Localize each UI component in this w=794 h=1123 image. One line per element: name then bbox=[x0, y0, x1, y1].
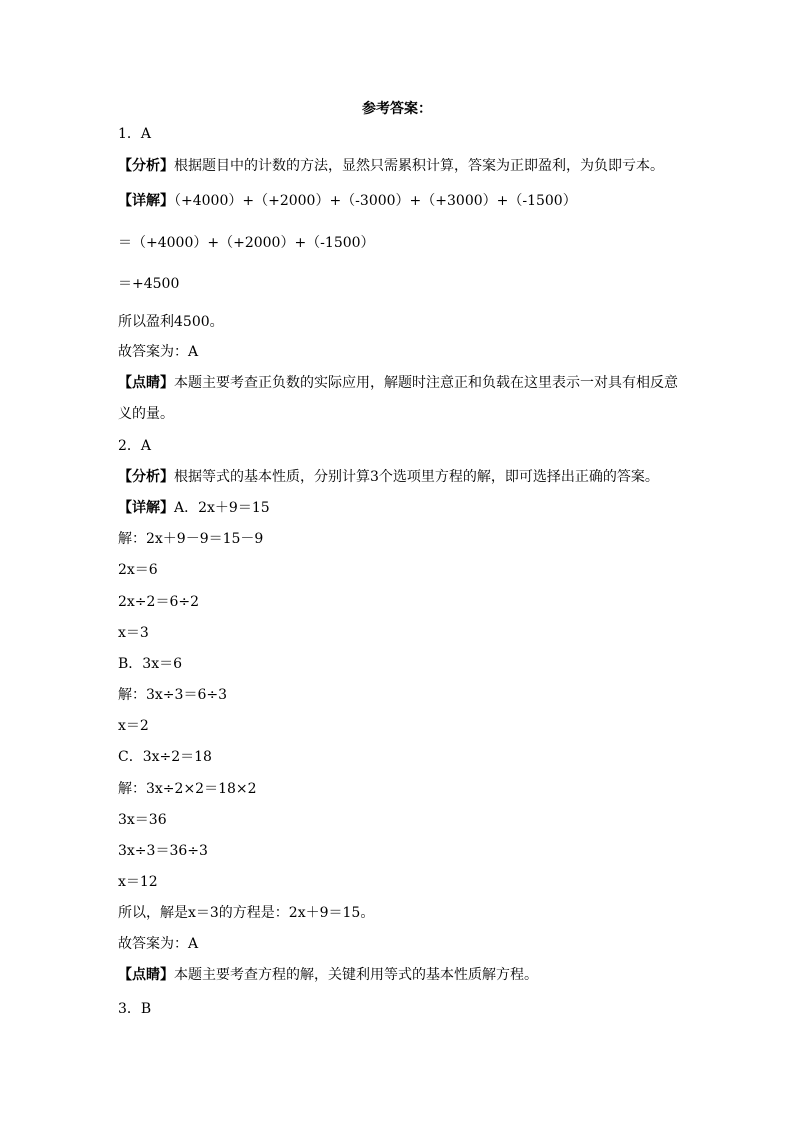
q2-c-step3: 3x÷3＝36÷3 bbox=[118, 843, 208, 859]
detail-text: （+4000）+（+2000）+（-3000）+（+3000）+（-1500） bbox=[174, 193, 577, 209]
q2-detail bbox=[118, 499, 270, 517]
analysis-text: 根据题目中的计数的方法，显然只需累积计算，答案为正即盈利，为负即亏本。 bbox=[174, 158, 664, 174]
q1-conclusion: 所以盈利4500。 bbox=[118, 314, 224, 330]
detail-tag: 【详解】 bbox=[118, 193, 174, 209]
q1-comment bbox=[118, 374, 678, 392]
q1-comment-cont: 义的量。 bbox=[118, 406, 174, 422]
q2-number: 2．A bbox=[118, 438, 152, 454]
comment-tag: 【点睛】 bbox=[118, 967, 174, 983]
q2-conclusion: 所以，解是x＝3的方程是：2x＋9＝15。 bbox=[118, 905, 375, 921]
analysis-text: 根据等式的基本性质，分别计算3个选项里方程的解，即可选择出正确的答案。 bbox=[174, 469, 659, 485]
detail-text: A．2x＋9＝15 bbox=[174, 500, 270, 516]
q2-a-step3: 2x÷2＝6÷2 bbox=[118, 594, 199, 610]
q2-answer: 故答案为：A bbox=[118, 936, 199, 952]
q1-answer: 故答案为：A bbox=[118, 344, 199, 360]
q2-comment bbox=[118, 966, 538, 984]
analysis-tag: 【分析】 bbox=[118, 158, 174, 174]
q2-b-step1: 解：3x÷3＝6÷3 bbox=[118, 687, 227, 703]
q2-b-step2: x＝2 bbox=[118, 718, 149, 734]
detail-tag: 【详解】 bbox=[118, 500, 174, 516]
q1-analysis bbox=[118, 157, 664, 175]
q2-a-step2: 2x＝6 bbox=[118, 562, 158, 578]
q2-analysis bbox=[118, 468, 659, 486]
q2-c-step4: x＝12 bbox=[118, 874, 158, 890]
q2-c-option: C．3x÷2＝18 bbox=[118, 749, 212, 765]
analysis-tag: 【分析】 bbox=[118, 469, 174, 485]
q1-number: 1．A bbox=[118, 126, 152, 142]
comment-text: 本题主要考查方程的解，关键利用等式的基本性质解方程。 bbox=[174, 967, 538, 983]
q1-step2: ＝+4500 bbox=[118, 276, 180, 292]
q3-number: 3．B bbox=[118, 1001, 152, 1017]
q2-c-step2: 3x＝36 bbox=[118, 812, 167, 828]
q2-a-step4: x＝3 bbox=[118, 625, 149, 641]
comment-tag: 【点睛】 bbox=[118, 375, 174, 391]
q2-b-option: B．3x＝6 bbox=[118, 656, 182, 672]
page-title: 参考答案： bbox=[362, 101, 432, 117]
comment-text: 本题主要考查正负数的实际应用，解题时注意正和负载在这里表示一对具有相反意 bbox=[174, 375, 678, 391]
q2-c-step1: 解：3x÷2×2＝18×2 bbox=[118, 781, 257, 797]
q2-a-step1: 解：2x＋9－9＝15－9 bbox=[118, 531, 264, 547]
q1-step1: ＝（+4000）+（+2000）+（-1500） bbox=[118, 235, 375, 251]
q1-detail bbox=[118, 192, 577, 210]
